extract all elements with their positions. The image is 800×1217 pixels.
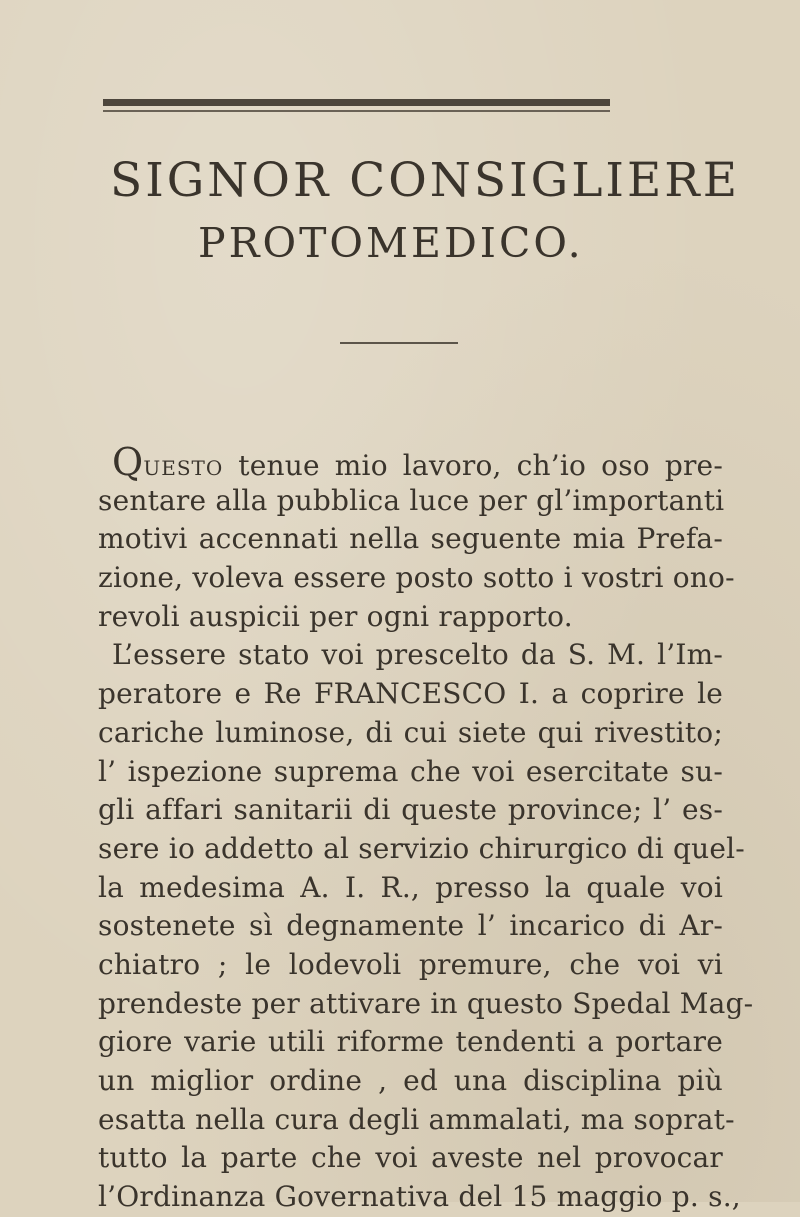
text-line: revoli auspicii per ogni rapporto. bbox=[98, 599, 573, 633]
text-line: peratore e Re FRANCESCO I. a coprire le bbox=[98, 677, 723, 711]
text-line: chiatro ; le lodevoli premure, che voi vi bbox=[98, 947, 723, 981]
dedication-body bbox=[98, 440, 754, 1217]
initial-letter: Q bbox=[112, 440, 144, 484]
text-line: L’essere stato voi prescelto da S. M. l’Im- bbox=[112, 638, 723, 672]
text-line: zione, voleva essere posto sotto i vostri ono- bbox=[98, 561, 735, 595]
text-line: tutto la parte che voi aveste nel provocar bbox=[98, 1141, 723, 1175]
text-line: esatta nella cura degli ammalati, ma soprat- bbox=[98, 1102, 735, 1136]
text-line: QUESTO tenue mio lavoro, ch’io oso pre- bbox=[112, 440, 723, 484]
top-thin-rule bbox=[103, 110, 610, 112]
dedication-heading-line2: PROTOMEDICO. bbox=[198, 219, 584, 267]
text-line: cariche luminose, di cui siete qui rivestito; bbox=[98, 715, 723, 749]
small-caps-word: UESTO bbox=[143, 456, 224, 480]
text-line: motivi accennati nella seguente mia Prefa- bbox=[98, 522, 723, 556]
text-line: sostenete sì degnamente l’ incarico di Ar- bbox=[98, 909, 723, 943]
separator-rule bbox=[340, 342, 458, 344]
text-line: prendeste per attivare in questo Spedal Mag- bbox=[98, 986, 754, 1020]
text-line: sere io addetto al servizio chirurgico di quel- bbox=[98, 831, 745, 865]
text-line: l’ ispezione suprema che voi esercitate su- bbox=[98, 754, 723, 788]
top-ornamental-rule bbox=[103, 99, 610, 106]
text-line: sentare alla pubblica luce per gl’importanti bbox=[98, 483, 725, 517]
dedication-heading-line1: SIGNOR CONSIGLIERE bbox=[110, 153, 741, 208]
text-line: gli affari sanitarii di queste province; l’ es- bbox=[98, 793, 723, 827]
text-line: un miglior ordine , ed una disciplina più bbox=[98, 1064, 723, 1097]
text-line: la medesima A. I. R., presso la quale voi bbox=[98, 870, 723, 904]
text-line: l’Ordinanza Governativa del 15 maggio p. s., bbox=[98, 1180, 741, 1214]
text-line: giore varie utili riforme tendenti a portare bbox=[98, 1025, 723, 1059]
